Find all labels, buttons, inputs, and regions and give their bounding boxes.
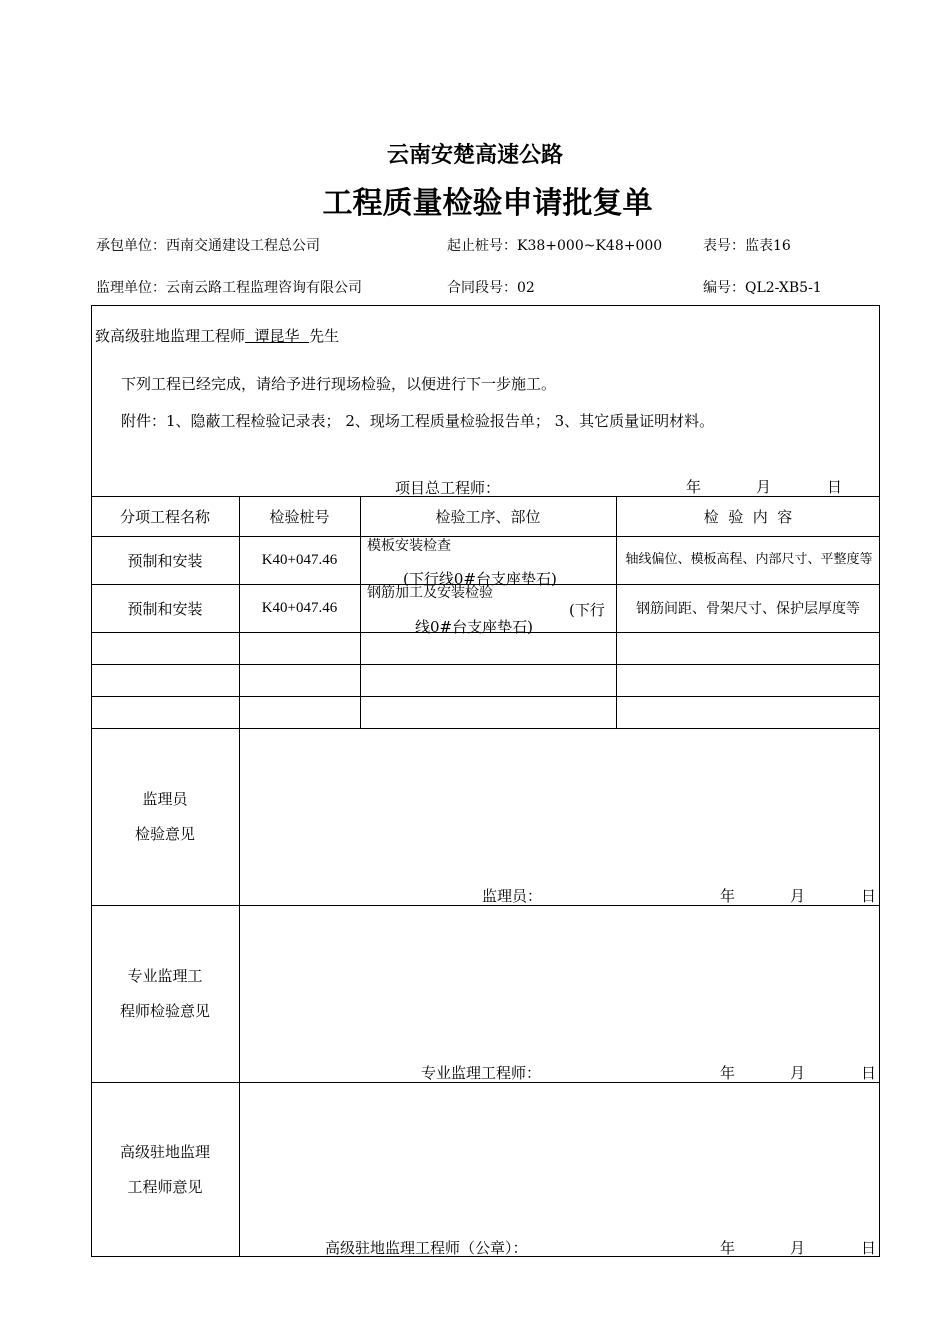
document-title: 云南安楚高速公路 [386, 142, 563, 168]
addressee-suffix: 先生 [309, 327, 340, 345]
resident-label-line1: 高级驻地监理 [119, 1142, 210, 1161]
specialist-label-line1: 专业监理工 [127, 966, 203, 985]
table-cell-process-line3: 线0#台支座垫石) [415, 618, 533, 636]
inspector-sign-label: 监理员： [482, 887, 543, 905]
supervisor-label: 监理单位：云南云路工程监理咨询有限公司 [96, 280, 362, 296]
serial-number-label: 编号：QL2-XB5-1 [703, 280, 822, 296]
date-month: 月 [756, 478, 772, 496]
resident-label-line2: 工程师意见 [127, 1177, 203, 1196]
chief-engineer-label: 项目总工程师： [395, 479, 501, 497]
specialist-sign-label: 专业监理工程师： [421, 1064, 542, 1082]
specialist-opinion-label [91, 905, 239, 1082]
date-day: 日 [861, 1064, 877, 1082]
resident-sign-label: 高级驻地监理工程师（公章）： [325, 1239, 528, 1257]
date-month: 月 [790, 1239, 806, 1257]
divider [91, 664, 880, 665]
contractor-label: 承包单位：西南交通建设工程总公司 [96, 238, 320, 254]
addressee-line [95, 325, 339, 346]
header-process: 检验工序、部位 [435, 507, 541, 526]
header-content: 检 验 内 容 [703, 507, 793, 526]
table-cell-process-line2: (下行 [569, 601, 605, 619]
table-cell-process-line1: 模板安装检查 [367, 538, 451, 554]
stake-range-label: 起止桩号：K38+000~K48+000 [447, 238, 663, 254]
header-item-name: 分项工程名称 [119, 507, 210, 526]
engineer-name: 谭昆华 [245, 327, 310, 345]
header-stake: 检验桩号 [269, 507, 330, 526]
date-day: 日 [861, 1239, 877, 1257]
date-year: 年 [686, 478, 702, 496]
form-number-label: 表号：监表16 [703, 238, 791, 254]
table-cell-process-line2: (下行线0#台支座垫石) [403, 570, 557, 588]
table-cell-content: 轴线偏位、模板高程、内部尺寸、平整度等 [625, 552, 873, 567]
request-body: 下列工程已经完成，请给予进行现场检验，以便进行下一步施工。 [121, 375, 557, 393]
table-cell-name: 预制和安装 [127, 551, 203, 570]
date-month: 月 [790, 1064, 806, 1082]
table-cell-stake: K40+047.46 [261, 551, 338, 568]
inspector-label-line2: 检验意见 [134, 824, 195, 843]
table-cell-content: 钢筋间距、骨架尺寸、保护层厚度等 [636, 601, 860, 617]
date-day: 日 [861, 887, 877, 905]
resident-opinion-label [91, 1082, 239, 1257]
inspector-label-line1: 监理员 [142, 789, 188, 808]
form-title: 工程质量检验申请批复单 [322, 186, 653, 221]
addressee-prefix: 致高级驻地监理工程师 [95, 327, 246, 345]
attachments-line: 附件：1、隐蔽工程检验记录表； 2、现场工程质量检验报告单； 3、其它质量证明材料。 [121, 412, 715, 430]
date-year: 年 [720, 1239, 736, 1257]
date-year: 年 [720, 1064, 736, 1082]
table-cell-stake: K40+047.46 [261, 599, 338, 616]
date-day: 日 [827, 478, 843, 496]
date-year: 年 [720, 887, 736, 905]
table-cell-process-line1: 钢筋加工及安装检验 [367, 585, 493, 601]
table-cell-name: 预制和安装 [127, 599, 203, 618]
inspector-opinion-label [91, 728, 239, 905]
divider [91, 696, 880, 697]
specialist-label-line2: 程师检验意见 [119, 1001, 210, 1020]
contract-section-label: 合同段号：02 [447, 280, 535, 296]
date-month: 月 [790, 887, 806, 905]
